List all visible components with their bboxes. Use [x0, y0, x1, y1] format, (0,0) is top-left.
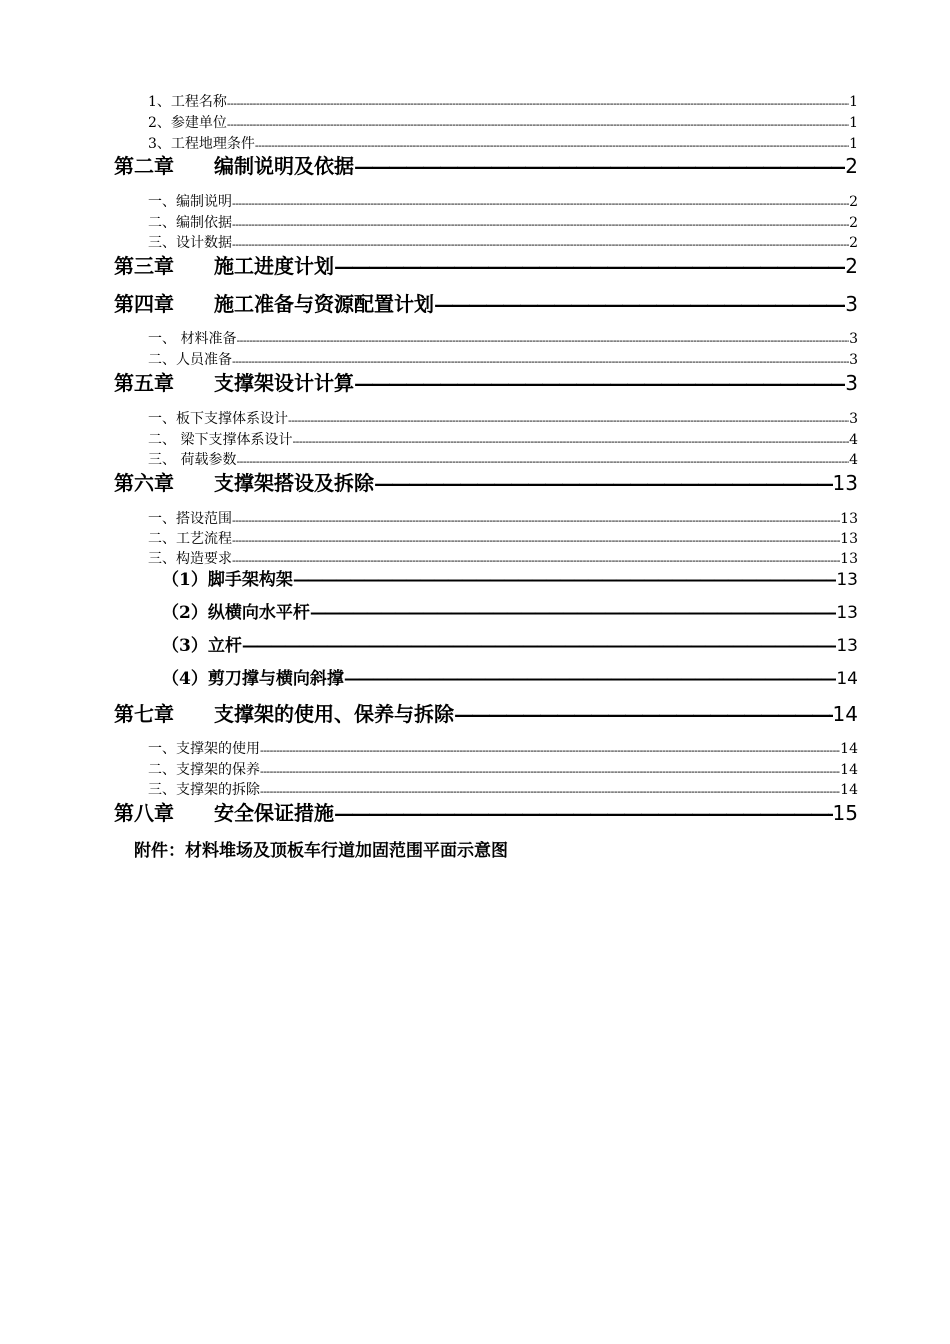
toc-leader [260, 743, 840, 759]
toc-entry[interactable] [148, 350, 858, 370]
toc-page-number: 1 [849, 136, 858, 152]
toc-page-number: 13 [840, 511, 858, 527]
toc-page-number: 4 [849, 432, 858, 448]
toc-page-number: 2 [849, 194, 858, 210]
toc-leader [242, 633, 837, 659]
toc-leader [232, 217, 849, 233]
toc-entry-title: （2）纵横向水平杆 [162, 603, 310, 623]
chapter-number: 第二章 [114, 154, 174, 178]
toc-page-number: 14 [840, 741, 858, 757]
toc-page-number: 2 [849, 235, 858, 251]
toc-entry[interactable] [148, 430, 858, 450]
toc-entry[interactable] [148, 233, 858, 253]
toc-entry-title: 三、构造要求 [148, 551, 232, 567]
toc-page-number: 15 [832, 801, 858, 825]
toc-subitem[interactable] [162, 666, 858, 692]
chapter-title: 支撑架搭设及拆除 [214, 471, 374, 495]
toc-subitem[interactable] [162, 633, 858, 659]
toc-page-number: 3 [845, 292, 858, 316]
toc-page-number: 13 [840, 551, 858, 567]
toc-leader [292, 434, 849, 450]
toc-entry-title: 二、支撑架的保养 [148, 762, 260, 778]
chapter-number: 第七章 [114, 702, 174, 726]
toc-leader [227, 96, 849, 112]
toc-chapter[interactable] [114, 251, 858, 281]
toc-leader [236, 333, 849, 349]
toc-page-number: 2 [849, 215, 858, 231]
toc-page-number: 2 [845, 254, 858, 278]
toc-entry-title: 一、编制说明 [148, 194, 232, 210]
toc-page-number: 3 [849, 411, 858, 427]
toc-entry-title: 二、工艺流程 [148, 531, 232, 547]
toc-entry-title: 1、工程名称 [148, 94, 227, 110]
chapter-number: 第四章 [114, 292, 174, 316]
toc-entry[interactable] [148, 113, 858, 133]
toc-page-number: 13 [836, 603, 858, 623]
chapter-title: 施工准备与资源配置计划 [214, 292, 434, 316]
toc-entry[interactable] [148, 192, 858, 212]
chapter-title: 安全保证措施 [214, 801, 334, 825]
toc-page-number: 1 [849, 115, 858, 131]
chapter-title: 编制说明及依据 [214, 154, 354, 178]
toc-leader [354, 368, 845, 398]
toc-page-number: 13 [836, 636, 858, 656]
toc-entry[interactable] [148, 529, 858, 549]
toc-page-number: 3 [849, 352, 858, 368]
toc-entry-title: 一、支撑架的使用 [148, 741, 260, 757]
toc-entry-title: 二、人员准备 [148, 352, 232, 368]
toc-leader [310, 600, 837, 626]
toc-leader [232, 533, 840, 549]
toc-leader [334, 251, 845, 281]
toc-leader [293, 567, 837, 593]
toc-subitem[interactable] [162, 600, 858, 626]
toc-entry-title: 三、设计数据 [148, 235, 232, 251]
toc-page-number: 3 [849, 331, 858, 347]
toc-entry-title: （3）立杆 [162, 636, 242, 656]
chapter-title: 支撑架的使用、保养与拆除 [214, 702, 454, 726]
toc-chapter[interactable] [114, 151, 858, 181]
chapter-number: 第三章 [114, 254, 174, 278]
toc-page-number: 13 [840, 531, 858, 547]
annex-note: 附件：材料堆场及顶板车行道加固范围平面示意图 [134, 841, 508, 861]
toc-entry-title: 3、工程地理条件 [148, 136, 255, 152]
toc-leader [374, 468, 833, 498]
toc-page-number: 4 [849, 452, 858, 468]
chapter-title: 支撑架设计计算 [214, 371, 354, 395]
toc-entry-title: 一、搭设范围 [148, 511, 232, 527]
toc-entry-title: （4）剪刀撑与横向斜撑 [162, 669, 344, 689]
toc-entry[interactable] [148, 739, 858, 759]
toc-leader [232, 196, 849, 212]
toc-page-number: 13 [836, 570, 858, 590]
toc-chapter[interactable] [114, 798, 858, 828]
toc-leader [344, 666, 837, 692]
toc-page-number: 14 [840, 762, 858, 778]
toc-page-number: 14 [840, 782, 858, 798]
toc-entry[interactable] [148, 780, 858, 800]
toc-chapter[interactable] [114, 368, 858, 398]
toc-leader [334, 798, 833, 828]
toc-leader [260, 764, 840, 780]
toc-subitem[interactable] [162, 567, 858, 593]
toc-leader [232, 513, 840, 529]
chapter-number: 第六章 [114, 471, 174, 495]
toc-leader [354, 151, 845, 181]
chapter-number: 第五章 [114, 371, 174, 395]
toc-entry[interactable] [148, 329, 858, 349]
toc-leader [454, 699, 833, 729]
toc-page-number: 3 [845, 371, 858, 395]
toc-entry[interactable] [148, 509, 858, 529]
toc-entry-title: 二、 梁下支撑体系设计 [148, 432, 293, 448]
toc-entry[interactable] [148, 450, 858, 470]
chapter-title: 施工进度计划 [214, 254, 334, 278]
toc-leader [227, 117, 849, 133]
toc-leader [434, 289, 845, 319]
toc-entry-title: 三、支撑架的拆除 [148, 782, 260, 798]
toc-entry[interactable] [148, 213, 858, 233]
toc-page-number: 14 [836, 669, 858, 689]
toc-entry-title: 一、板下支撑体系设计 [148, 411, 288, 427]
toc-page-number: 14 [832, 702, 858, 726]
toc-entry-title: 二、编制依据 [148, 215, 232, 231]
toc-entry-title: 一、 材料准备 [148, 331, 237, 347]
toc-entry[interactable] [148, 409, 858, 429]
toc-page-number: 2 [845, 154, 858, 178]
toc-entry-title: （1）脚手架构架 [162, 570, 293, 590]
toc-leader [288, 413, 849, 429]
toc-chapter[interactable] [114, 699, 858, 729]
toc-entry-title: 2、参建单位 [148, 115, 227, 131]
toc-page-number: 13 [832, 471, 858, 495]
toc-entry[interactable] [148, 760, 858, 780]
toc-chapter[interactable] [114, 289, 858, 319]
toc-entry-title: 三、 荷载参数 [148, 452, 237, 468]
toc-entry[interactable] [148, 92, 858, 112]
toc-entry[interactable] [148, 549, 858, 569]
toc-chapter[interactable] [114, 468, 858, 498]
toc-page-number: 1 [849, 94, 858, 110]
chapter-number: 第八章 [114, 801, 174, 825]
